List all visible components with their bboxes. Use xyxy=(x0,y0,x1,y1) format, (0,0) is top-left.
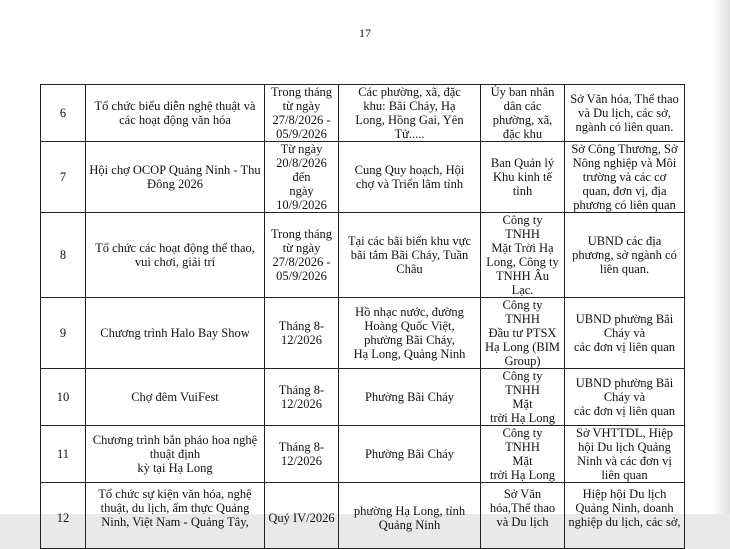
row-number: 7 xyxy=(41,142,86,213)
event-time: Trong tháng từ ngày 27/8/2026 - 05/9/2026 xyxy=(265,213,339,298)
row-number: 11 xyxy=(41,426,86,483)
event-time: Trong tháng từ ngày 27/8/2026 - 05/9/2026 xyxy=(265,85,339,142)
row-number: 10 xyxy=(41,369,86,426)
coop-unit: Sở Văn hóa, Thể thao và Du lịch, các sở, ngành có liên quan. xyxy=(565,85,685,142)
coop-unit: Sở Công Thương, Sở Nông nghiệp và Môi trường và các cơ quan, đơn vị, địa phương có liên quan xyxy=(565,142,685,213)
table-row xyxy=(41,426,685,483)
event-place: Cung Quy hoạch, Hội chợ và Triển lãm tỉnh xyxy=(339,142,481,213)
row-number: 12 xyxy=(41,483,86,549)
page-edge-shadow xyxy=(712,0,730,514)
lead-unit: Ủy ban nhân dân các phường, xã, đặc khu xyxy=(481,85,565,142)
coop-unit: Hiệp hội Du lịch Quảng Ninh, doanh nghiệp du lịch, các sở, xyxy=(565,483,685,549)
row-number: 8 xyxy=(41,213,86,298)
coop-unit: Sở VHTTDL, Hiệp hội Du lịch Quảng Ninh và các đơn vị liên quan xyxy=(565,426,685,483)
event-name: Hội chợ OCOP Quảng Ninh - Thu Đông 2026 xyxy=(86,142,265,213)
table-row xyxy=(41,369,685,426)
lead-unit: Công ty TNHH Mặt trời Hạ Long xyxy=(481,369,565,426)
table-row xyxy=(41,142,685,213)
event-name: Tổ chức biểu diễn nghệ thuật và các hoạt động văn hóa xyxy=(86,85,265,142)
event-place: Tại các bãi biển khu vực bãi tắm Bãi Cháy, Tuần Châu xyxy=(339,213,481,298)
table-row xyxy=(41,213,685,298)
coop-unit: UBND các địa phương, sở ngành có liên quan. xyxy=(565,213,685,298)
event-name: Tổ chức các hoạt động thể thao, vui chơi, giải trí xyxy=(86,213,265,298)
event-name: Chương trình Halo Bay Show xyxy=(86,298,265,369)
row-number: 6 xyxy=(41,85,86,142)
page-number: 17 xyxy=(359,26,371,40)
lead-unit: Ban Quản lý Khu kinh tế tỉnh xyxy=(481,142,565,213)
lead-unit: Công ty TNHH Đầu tư PTSX Hạ Long (BIM Group) xyxy=(481,298,565,369)
event-time: Quý IV/2026 xyxy=(265,483,339,549)
row-number: 9 xyxy=(41,298,86,369)
event-time: Tháng 8- 12/2026 xyxy=(265,298,339,369)
event-place: Phường Bãi Cháy xyxy=(339,426,481,483)
event-name: Chương trình bắn pháo hoa nghệ thuật định kỳ tại Hạ Long xyxy=(86,426,265,483)
event-place: Hồ nhạc nước, đường Hoàng Quốc Việt, phường Bãi Cháy, Hạ Long, Quảng Ninh xyxy=(339,298,481,369)
event-time: Tháng 8- 12/2026 xyxy=(265,369,339,426)
coop-unit: UBND phường Bãi Cháy và các đơn vị liên quan xyxy=(565,369,685,426)
lead-unit: Công ty TNHH Mặt trời Hạ Long xyxy=(481,426,565,483)
table-row xyxy=(41,85,685,142)
event-time: Tháng 8- 12/2026 xyxy=(265,426,339,483)
events-table xyxy=(40,84,685,549)
lead-unit: Sở Văn hóa,Thể thao và Du lịch xyxy=(481,483,565,549)
event-name: Tổ chức sự kiện văn hóa, nghệ thuật, du lịch, ẩm thực Quảng Ninh, Việt Nam - Quảng Tây, xyxy=(86,483,265,549)
coop-unit: UBND phường Bãi Cháy và các đơn vị liên quan xyxy=(565,298,685,369)
event-place: phường Hạ Long, tỉnh Quảng Ninh xyxy=(339,483,481,549)
event-time: Từ ngày 20/8/2026 đến ngày 10/9/2026 xyxy=(265,142,339,213)
table-row xyxy=(41,298,685,369)
event-name: Chợ đêm VuiFest xyxy=(86,369,265,426)
lead-unit: Công ty TNHH Mặt Trời Hạ Long, Công ty TNHH Âu Lạc. xyxy=(481,213,565,298)
table-row xyxy=(41,483,685,549)
event-place: Các phường, xã, đặc khu: Bãi Cháy, Hạ Long, Hồng Gai, Yên Tử..... xyxy=(339,85,481,142)
event-place: Phường Bãi Cháy xyxy=(339,369,481,426)
